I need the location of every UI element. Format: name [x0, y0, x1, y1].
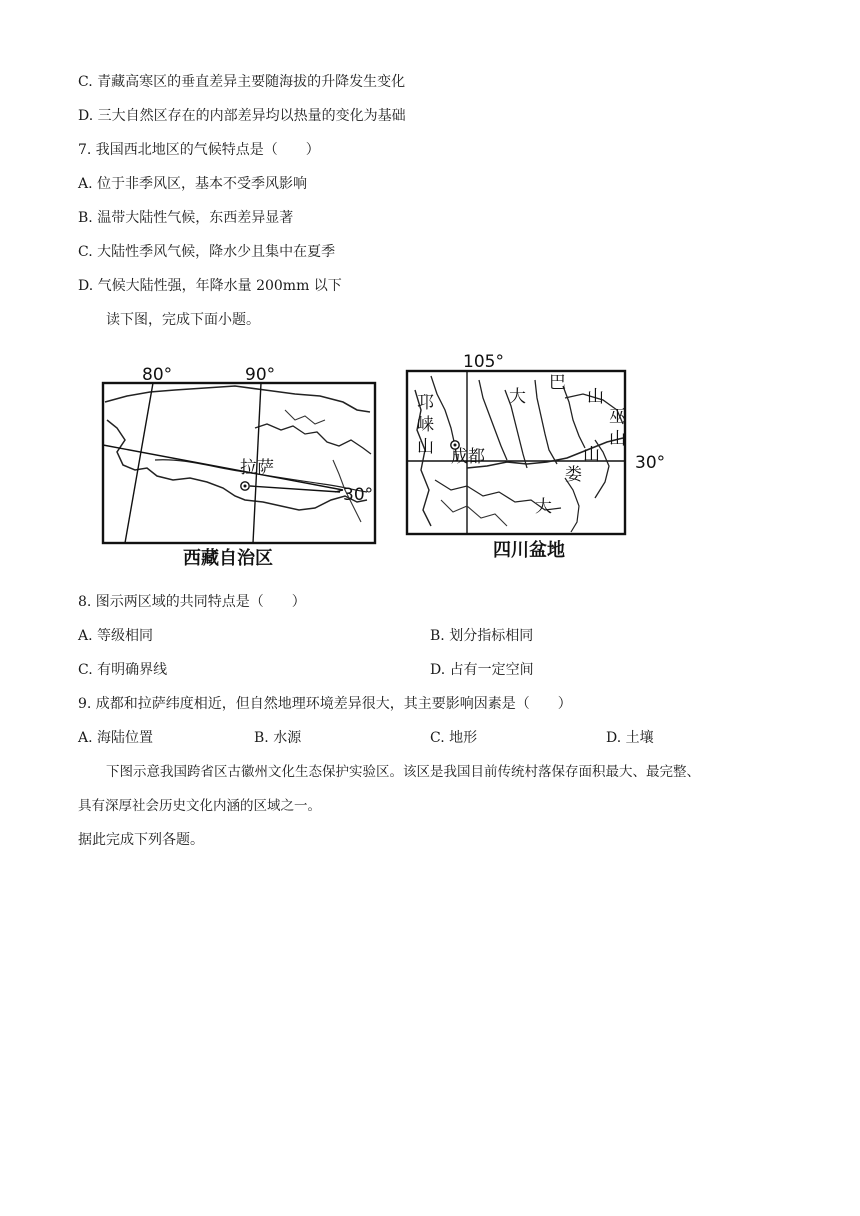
wu-shan2-label: 山: [583, 445, 600, 465]
dalou-lou-label: 娄: [565, 465, 582, 485]
river-qu: [563, 386, 585, 448]
tibet-longitude-80: [125, 383, 153, 543]
daba-ba-label: 巴: [549, 373, 566, 393]
q6-option-c: C. 青藏高寒区的垂直差异主要随海拔的升降发生变化: [78, 74, 406, 90]
q9-option-b: B. 水源: [254, 730, 302, 746]
maps-figure: [95, 350, 680, 575]
q9-stem: 9. 成都和拉萨纬度相近，但自然地理环境差异很大，其主要影响因素是（ ）: [78, 696, 572, 712]
region-maps: [95, 350, 680, 575]
dalou-ridge: [565, 478, 579, 532]
huizhou-intro-line2: 具有深厚社会历史文化内涵的区域之一。: [78, 798, 321, 814]
tibet-latitude-30-left: [103, 445, 343, 490]
tibet-caption: 西藏自治区: [183, 548, 273, 569]
q9-option-a: A. 海陆位置: [78, 730, 154, 746]
lhasa-label: 拉萨: [240, 458, 274, 478]
q8-option-c: C. 有明确界线: [78, 662, 168, 678]
sichuan-lat-30-label: 30°: [635, 453, 666, 473]
qionglai-char-1: 邛: [417, 393, 434, 413]
daba-da-label: 大: [509, 387, 526, 407]
q9-option-c: C. 地形: [430, 730, 478, 746]
tibet-lon-80-label: 80°: [142, 365, 173, 385]
q6-option-d: D. 三大自然区存在的内部差异均以热量的变化为基础: [78, 108, 406, 124]
q7-option-a: A. 位于非季风区，基本不受季风影响: [78, 176, 308, 192]
q7-option-d: D. 气候大陆性强，年降水量 200mm 以下: [78, 278, 342, 294]
tibet-east-border: [255, 424, 371, 454]
q8-option-b: B. 划分指标相同: [430, 628, 534, 644]
tibet-lon-90-label: 90°: [245, 365, 276, 385]
wu-wu-label: 巫: [609, 407, 626, 427]
q9-option-d: D. 土壤: [606, 730, 654, 746]
daba-shan-label: 山: [587, 387, 604, 407]
q8-option-d: D. 占有一定空间: [430, 662, 534, 678]
tibet-lat-30-label: 30°: [343, 485, 374, 505]
q7-option-c: C. 大陆性季风气候，降水少且集中在夏季: [78, 244, 336, 260]
tibet-north-border: [105, 386, 370, 412]
q7-option-b: B. 温带大陆性气候，东西差异显著: [78, 210, 294, 226]
dalou-da-label: 大: [535, 497, 552, 517]
tibet-inner-line: [285, 410, 325, 424]
q8-stem: 8. 图示两区域的共同特点是（ ）: [78, 594, 306, 610]
qionglai-char-3: 山: [417, 437, 434, 457]
tibet-south-border: [107, 420, 367, 510]
huizhou-intro-line3: 据此完成下列各题。: [78, 832, 204, 848]
q7-stem: 7. 我国西北地区的气候特点是（ ）: [78, 142, 320, 158]
basin-south-river: [441, 500, 507, 526]
qionglai-char-2: 崃: [417, 415, 434, 435]
chengdu-label: 成都: [451, 447, 485, 467]
sichuan-map: [407, 352, 665, 561]
q8-option-a: A. 等级相同: [78, 628, 154, 644]
sichuan-lon-105-label: 105°: [463, 352, 504, 372]
huizhou-intro-line1: 下图示意我国跨省区古徽州文化生态保护实验区。该区是我国目前传统村落保存面积最大、最完整、: [106, 764, 700, 780]
wu-shan-label: 山: [609, 429, 626, 449]
sichuan-caption: 四川盆地: [493, 540, 565, 561]
map-intro: 读下图，完成下面小题。: [106, 312, 260, 328]
tibet-map: [103, 365, 375, 569]
